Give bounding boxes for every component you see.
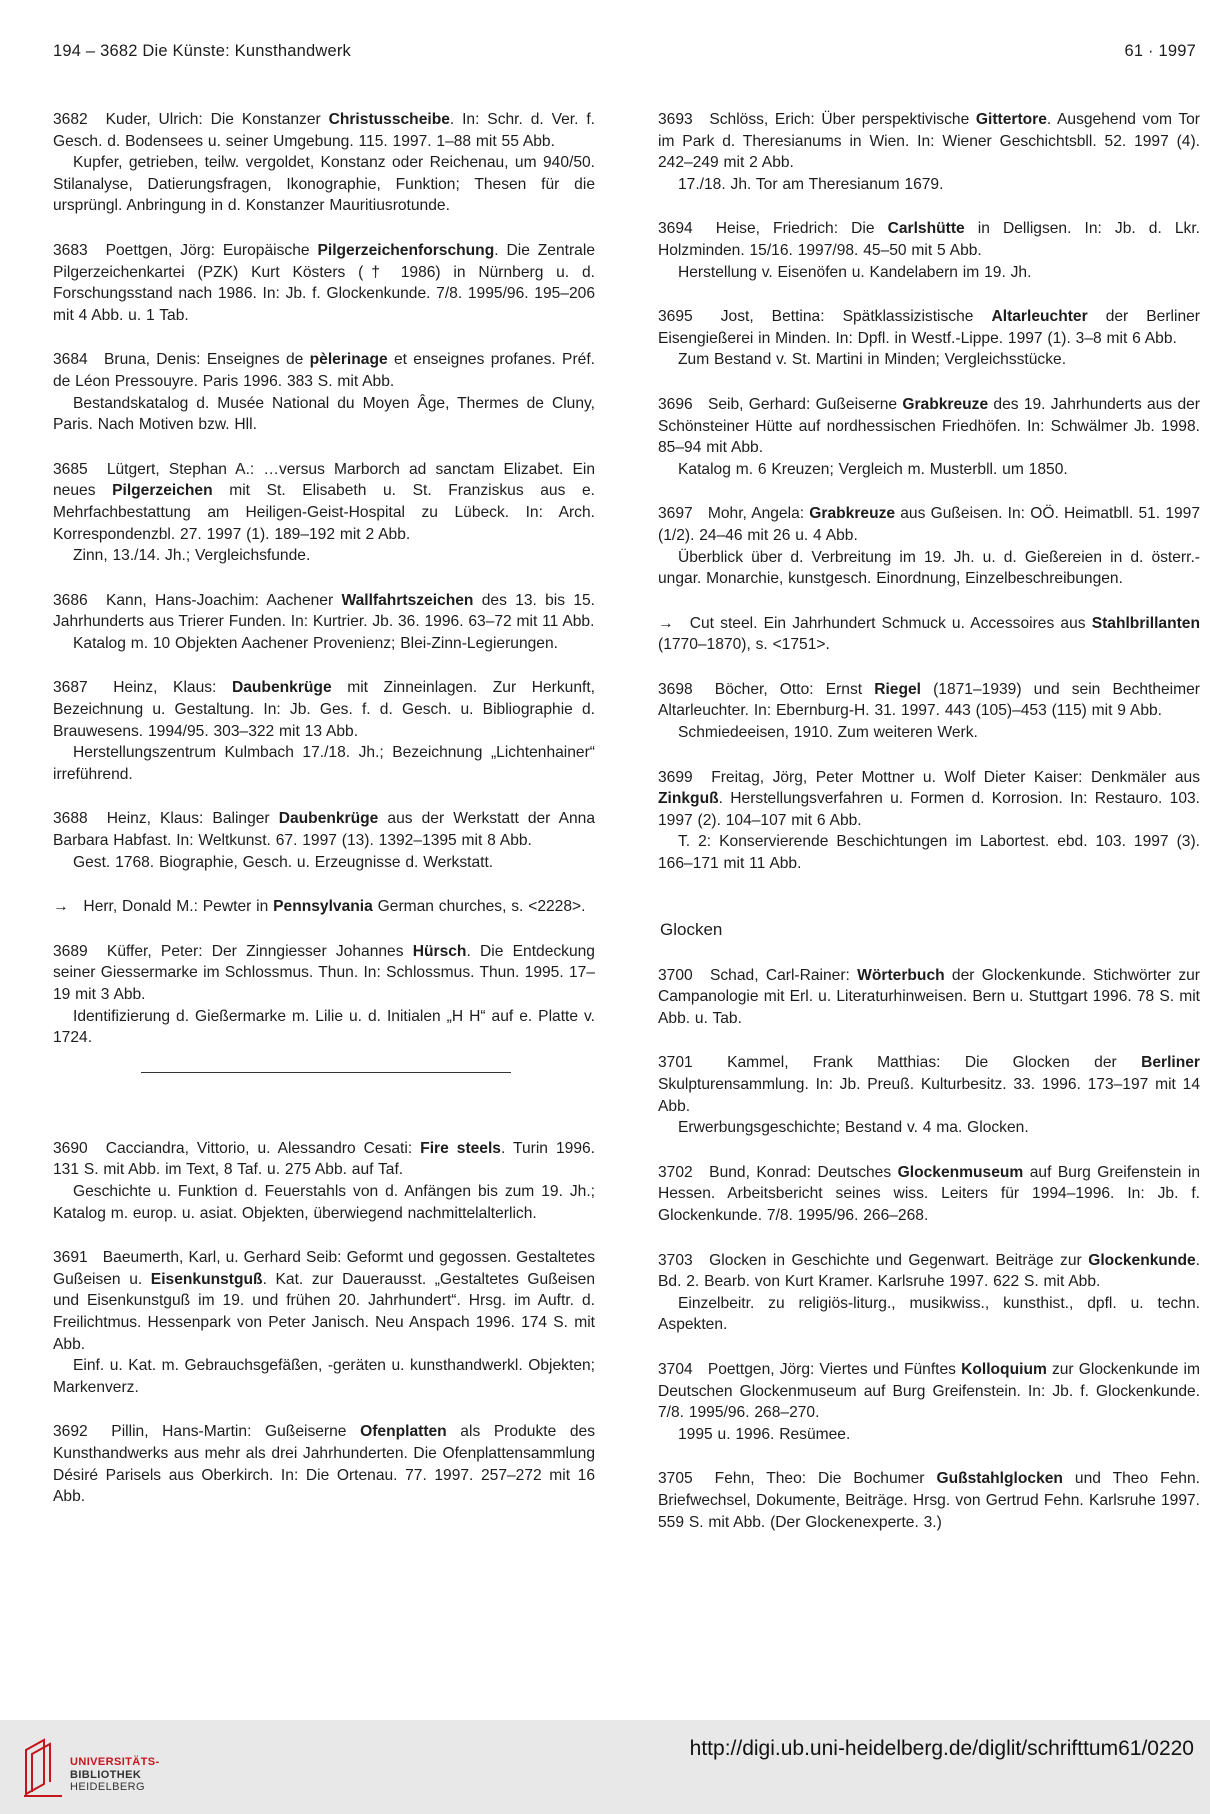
bibliography-entry <box>658 613 1200 656</box>
entry-citation <box>658 1052 1200 1117</box>
entry-number: → <box>658 614 674 632</box>
bibliography-entry <box>658 1468 1200 1533</box>
entry-annotation: Kupfer, getrieben, teilw. vergoldet, Konstanz oder Reichenau, um 940/50. Stilanalyse, Datierungsfragen, Ikonographie, Funktion; Thesen für die ursprüngl. Anbringung in d. Konstanzer Mauritiusrotunde. <box>53 154 595 215</box>
entry-keyword: Berliner <box>1141 1054 1200 1072</box>
entry-keyword: Stahlbrillanten <box>1091 614 1200 632</box>
entry-text: Kammel, Frank Matthias: Die Glocken der <box>702 1054 1142 1072</box>
entry-text: Jost, Bettina: Spätklassizistische <box>702 308 992 326</box>
bibliography-entry <box>658 1052 1200 1138</box>
entry-keyword: Grabkreuze <box>809 505 896 523</box>
entry-annotation: Einf. u. Kat. m. Gebrauchsgefäßen, -geräten u. kunsthandwerkl. Objekten; Markenverz. <box>53 1357 595 1396</box>
entry-keyword: pèlerinage <box>309 351 388 369</box>
entry-keyword: Daubenkrüge <box>231 679 332 697</box>
entry-number: 3699 <box>658 768 693 786</box>
entry-citation <box>658 767 1200 832</box>
entry-citation <box>658 394 1200 459</box>
entry-text: Heinz, Klaus: <box>97 679 232 697</box>
entry-annotation: Zinn, 13./14. Jh.; Vergleichsfunde. <box>73 547 311 565</box>
entry-keyword: Glockenkunde <box>1088 1251 1196 1269</box>
entry-citation <box>53 677 595 742</box>
entry-citation <box>658 1359 1200 1424</box>
entry-number: 3695 <box>658 308 693 326</box>
bibliography-entry <box>53 808 595 873</box>
bibliography-entry <box>53 240 595 326</box>
bibliography-entry <box>53 677 595 785</box>
entry-citation <box>658 679 1200 722</box>
entry-citation <box>658 1468 1200 1533</box>
entry-citation <box>53 808 595 851</box>
entry-citation <box>53 1138 595 1181</box>
entry-text: Schlöss, Erich: Über perspektivische <box>702 111 976 128</box>
entry-keyword: Wörterbuch <box>857 966 945 984</box>
entry-citation <box>658 965 1200 1030</box>
entry-annotation: Geschichte u. Funktion d. Feuerstahls von d. Anfängen bis zum 19. Jh.; Katalog m. europ. u. asiat. Objekten, überwiegend nachmittelalterlich. <box>53 1182 595 1222</box>
entry-text: Poettgen, Jörg: Europäische <box>97 241 318 259</box>
entry-text: Bruna, Denis: Enseignes de <box>97 351 310 369</box>
entry-annotation: 17./18. Jh. Tor am Theresianum 1679. <box>678 175 944 193</box>
entry-citation <box>53 896 595 918</box>
entry-annotation: 1995 u. 1996. Resümee. <box>678 1425 851 1443</box>
entry-keyword: Christusscheibe <box>328 111 450 128</box>
bibliography-entry <box>658 965 1200 1030</box>
entry-annotation: T. 2: Konservierende Beschichtungen im Labortest. ebd. 103. 1997 (3). 166–171 mit 11 Abb. <box>658 833 1200 873</box>
logo-line-2: BIBLIOTHEK <box>70 1768 142 1781</box>
entry-text: Baeumerth, Karl, u. Gerhard Seib: Geformt und gegossen. Gestaltetes Gußeisen u. <box>53 1249 595 1288</box>
entry-number: 3693 <box>658 111 693 128</box>
entry-text: Bund, Konrad: Deutsches <box>702 1163 898 1181</box>
entry-text: Poettgen, Jörg: Viertes und Fünftes <box>702 1360 962 1378</box>
library-logo-text[interactable] <box>70 1756 160 1794</box>
entry-number: 3704 <box>658 1360 693 1378</box>
entry-annotation: Zum Bestand v. St. Martini in Minden; Vergleichsstücke. <box>678 351 1067 369</box>
bibliography-entry <box>53 590 595 655</box>
entry-number: 3696 <box>658 395 693 413</box>
entry-text: Schad, Carl-Rainer: <box>702 966 858 984</box>
entry-text: Pillin, Hans-Martin: Gußeiserne <box>97 1423 361 1441</box>
entry-citation <box>658 306 1200 349</box>
entry-keyword: Zinkguß <box>658 790 719 808</box>
entry-keyword: Gittertore <box>975 111 1047 128</box>
entry-text: . Ausgehend vom Tor im Park d. Theresianums in Wien. In: Wiener Geschichtsbll. 52. 1997 (4). 242–249 mit 2 Abb. <box>658 111 1200 172</box>
entry-text: . Herstellungsverfahren u. Formen d. Korrosion. In: Restauro. 103. 1997 (2). 104–107 mit 6 Abb. <box>658 790 1200 829</box>
entry-number: 3690 <box>53 1139 88 1157</box>
entry-annotation: Bestandskatalog d. Musée National du Moyen Âge, Thermes de Cluny, Paris. Nach Motiven bzw. Hll. <box>53 394 595 434</box>
left-column <box>53 109 595 1531</box>
entry-keyword: Carlshütte <box>887 220 965 238</box>
entry-text: (1770–1870), s. <1751>. <box>658 636 830 654</box>
bibliography-entry <box>658 109 1200 195</box>
entry-citation <box>53 240 595 326</box>
entry-citation <box>658 218 1200 261</box>
entry-text: aus Gußeisen. In: OÖ. Heimatbll. 51. 1997 (1/2). 24–46 mit 26 u. 4 Abb. <box>658 505 1201 544</box>
entry-number: 3682 <box>53 111 88 128</box>
section-separator <box>141 1072 511 1073</box>
library-logo-icon[interactable] <box>22 1736 66 1798</box>
entry-citation <box>658 613 1200 656</box>
entry-text: Skulpturensammlung. In: Jb. Preuß. Kulturbesitz. 33. 1996. 173–197 mit 14 Abb. <box>658 1076 1200 1115</box>
entry-text: Cut steel. Ein Jahrhundert Schmuck u. Accessoires aus <box>683 614 1092 632</box>
entry-text: . Turin 1996. 131 S. mit Abb. im Text, 8 Taf. u. 275 Abb. auf Taf. <box>53 1139 595 1179</box>
entry-annotation: Herstellungszentrum Kulmbach 17./18. Jh.; Bezeichnung „Lichtenhainer“ irreführend. <box>53 744 595 783</box>
bibliography-entry <box>658 1162 1200 1227</box>
entry-number: 3683 <box>53 241 88 259</box>
entry-annotation: Einzelbeitr. zu religiös-liturg., musikwiss., kunsthist., dpfl. u. techn. Aspekten. <box>658 1294 1200 1334</box>
bibliography-entry <box>658 394 1200 480</box>
entry-keyword: Ofenplatten <box>360 1423 447 1441</box>
entry-citation <box>658 109 1200 174</box>
bibliography-entry <box>658 503 1200 589</box>
entry-text: Heinz, Klaus: Balinger <box>97 810 279 828</box>
entry-number: 3688 <box>53 810 88 828</box>
entry-number: 3685 <box>53 460 88 478</box>
entry-text: Fehn, Theo: Die Bochumer <box>702 1470 937 1488</box>
entry-text: Küffer, Peter: Der Zinngiesser Johannes <box>97 942 413 960</box>
entry-text: Heise, Friedrich: Die <box>702 220 888 238</box>
entry-text: Kuder, Ulrich: Die Konstanzer <box>97 111 329 128</box>
entry-keyword: Grabkreuze <box>902 395 989 413</box>
entry-annotation: Schmiedeeisen, 1910. Zum weiteren Werk. <box>678 724 978 742</box>
entry-number: 3694 <box>658 220 693 238</box>
entry-text: Cacciandra, Vittorio, u. Alessandro Cesati: <box>97 1139 421 1157</box>
bibliography-entry <box>658 1250 1200 1336</box>
entry-keyword: Hürsch <box>412 942 467 960</box>
entry-citation <box>53 109 595 152</box>
entry-text: als Produkte des Kunsthandwerks aus mehr als drei Jahrhunderten. Die Ofenplattensammlung Désiré Parisels aus Oberkirch. In: Die Ortenau. 77. 1997. 257–272 mit 16 Abb. <box>53 1423 595 1506</box>
entry-text: des 13. bis 15. Jahrhunderts aus Trierer Funden. In: Kurtrier. Jb. 36. 1996. 63–72 mit 11 Abb. <box>53 591 595 631</box>
entry-text: (1871–1939) und sein Bechtheimer Altarleuchter. In: Ebernburg-H. 31. 1997. 443 (105)–453 (115) mit 9 Abb. <box>658 680 1200 720</box>
entry-text: der Berliner Eisengießerei in Minden. In: Dpfl. in Westf.-Lippe. 1997 (1). 3–8 mit 6 Abb. <box>658 308 1200 347</box>
entry-number: 3700 <box>658 966 693 984</box>
entry-text: Böcher, Otto: Ernst <box>702 680 875 698</box>
running-head-left: 194 – 3682 Die Künste: Kunsthandwerk <box>53 42 351 60</box>
entry-number: 3684 <box>53 351 88 369</box>
entry-text: . Bd. 2. Bearb. von Kurt Kramer. Karlsruhe 1997. 622 S. mit Abb. <box>658 1251 1200 1291</box>
entry-number: 3702 <box>658 1163 693 1181</box>
entry-text: Freitag, Jörg, Peter Mottner u. Wolf Dieter Kaiser: Denkmäler aus <box>702 768 1200 786</box>
entry-keyword: Gußstahlglocken <box>936 1470 1063 1488</box>
running-head-right: 61 · 1997 <box>1124 42 1196 60</box>
entry-annotation: Überblick über d. Verbreitung im 19. Jh. u. d. Gießereien in d. österr.-ungar. Monarchie, kunstgesch. Einordnung, Einzelbeschreibungen. <box>658 548 1200 588</box>
entry-number: 3686 <box>53 591 88 609</box>
entry-citation <box>658 503 1200 546</box>
entry-text: . Kat. zur Dauerausst. „Gestaltetes Gußeisen und Eisenkunstguß im 19. und frühen 20. Jahrhundert“. Hrsg. im Auftr. d. Freilichtmus. Hessenpark von Peter Janisch. Neu Anspach 1996. 174 S. mit Abb. <box>53 1270 595 1353</box>
entry-keyword: Pilgerzeichen <box>112 482 213 500</box>
entry-number: 3697 <box>658 505 693 523</box>
entry-text: Seib, Gerhard: Gußeiserne <box>702 395 903 413</box>
entry-number: → <box>53 898 69 916</box>
entry-keyword: Altarleuchter <box>991 308 1088 326</box>
entry-text: . In: Schr. d. Ver. f. Gesch. d. Bodensees u. seiner Umgebung. 115. 1997. 1–88 mit 55 Abb. <box>53 111 595 150</box>
entry-number: 3687 <box>53 679 88 697</box>
entry-annotation: Herstellung v. Eisenöfen u. Kandelabern im 19. Jh. <box>678 263 1032 281</box>
entry-text: . Die Entdeckung seiner Giessermarke im Schlossmus. Thun. In: Schlossmus. Thun. 1995. 17–19 mit 3 Abb. <box>53 942 595 1003</box>
entry-annotation: Katalog m. 6 Kreuzen; Vergleich m. Musterbll. um 1850. <box>678 460 1068 478</box>
entry-citation <box>658 1162 1200 1227</box>
entry-annotation: Gest. 1768. Biographie, Gesch. u. Erzeugnisse d. Werkstatt. <box>73 853 494 871</box>
entry-annotation: Erwerbungsgeschichte; Bestand v. 4 ma. Glocken. <box>678 1119 1029 1137</box>
entry-text: Kann, Hans-Joachim: Aachener <box>97 591 342 609</box>
entry-keyword: Eisenkunstguß <box>150 1270 263 1288</box>
bibliography-entry <box>53 1247 595 1398</box>
entry-text: auf Burg Greifenstein in Hessen. Arbeitsbericht seines wiss. Leiters für 1994–1996. In: Jb. f. Glockenkunde. 7/8. 1995/96. 266–268. <box>658 1163 1200 1224</box>
entry-keyword: Pennsylvania <box>273 898 373 916</box>
entry-citation <box>53 349 595 392</box>
entry-number: 3691 <box>53 1249 88 1267</box>
bibliography-entry <box>658 218 1200 283</box>
entry-text: Mohr, Angela: <box>702 505 810 523</box>
entry-number: 3703 <box>658 1251 693 1269</box>
entry-text: und Theo Fehn. Briefwechsel, Dokumente, Beiträge. Hrsg. von Gertrud Fehn. Karlsruhe 1997. 559 S. mit Abb. (Der Glockenexperte. 3.) <box>658 1470 1200 1531</box>
entry-keyword: Glockenmuseum <box>897 1163 1024 1181</box>
entry-citation <box>53 590 595 633</box>
entry-text: in Delligsen. In: Jb. d. Lkr. Holzminden. 15/16. 1997/98. 45–50 mit 5 Abb. <box>658 220 1200 259</box>
entry-text: . Die Zentrale Pilgerzeichenkartei (PZK) Kurt Kösters († 1986) in Nürnberg u. d. Forschungsstand nach 1986. In: Jb. f. Glockenkunde. 7/8. 1995/96. 195–206 mit 4 Abb. u. 1 Tab. <box>53 241 595 324</box>
entry-number: 3689 <box>53 942 88 960</box>
entry-annotation: Katalog m. 10 Objekten Aachener Provenienz; Blei-Zinn-Legierungen. <box>73 634 558 652</box>
entry-text: Lütgert, Stephan A.: …versus Marborch ad sanctam Elizabet. Ein neues <box>53 460 595 500</box>
bibliography-entry <box>658 679 1200 744</box>
entry-citation <box>658 1250 1200 1293</box>
entry-text: mit St. Elisabeth u. St. Franziskus aus e. Mehrfachbestattung am Heiligen-Geist-Hospital zu Lübeck. In: Arch. Korrespondenzbl. 27. 1997 (1). 189–192 mit 2 Abb. <box>53 482 595 543</box>
entry-keyword: Kolloquium <box>961 1360 1047 1378</box>
entry-number: 3701 <box>658 1054 693 1072</box>
entry-text: Glocken in Geschichte und Gegenwart. Beiträge zur <box>702 1251 1089 1269</box>
entry-keyword: Fire steels <box>420 1139 501 1157</box>
entry-citation <box>53 1421 595 1507</box>
entry-text: et enseignes profanes. Préf. de Léon Pressouyre. Paris 1996. 383 S. mit Abb. <box>53 351 595 390</box>
bibliography-entry <box>658 767 1200 875</box>
right-column <box>658 109 1200 1556</box>
entry-citation <box>53 459 595 545</box>
entry-text: aus der Werkstatt der Anna Barbara Habfast. In: Weltkunst. 67. 1997 (13). 1392–1395 mit 8 Abb. <box>53 810 595 850</box>
logo-line-1: UNIVERSITÄTS- <box>70 1756 160 1768</box>
logo-line-3: HEIDELBERG <box>70 1781 145 1793</box>
entry-text: des 19. Jahrhunderts aus der Schönsteiner Hütte auf nordhessischen Friedhöfen. In: Schwälmer Jb. 1998. 85–94 mit Abb. <box>658 395 1200 457</box>
bibliography-entry <box>53 1138 595 1224</box>
entry-keyword: Wallfahrtszeichen <box>341 591 474 609</box>
bibliography-entry <box>658 1359 1200 1445</box>
bibliography-entry <box>658 306 1200 371</box>
bibliography-entry <box>53 896 595 918</box>
entry-annotation: Identifizierung d. Gießermarke m. Lilie u. d. Initialen „H H“ auf e. Platte v. 1724. <box>53 1007 595 1047</box>
source-url-link[interactable]: http://digi.ub.uni-heidelberg.de/diglit/schrifttum61/0220 <box>689 1737 1194 1760</box>
entry-number: 3692 <box>53 1423 88 1441</box>
footer-bar <box>0 1720 1210 1814</box>
bibliography-entry <box>53 941 595 1049</box>
bibliography-entry <box>53 109 595 217</box>
entry-text: der Glockenkunde. Stichwörter zur Campanologie mit Erl. u. Literaturhinweisen. Bern u. Stuttgart 1996. 78 S. mit Abb. u. Tab. <box>658 966 1200 1027</box>
entry-keyword: Daubenkrüge <box>278 810 379 828</box>
entry-number: 3705 <box>658 1470 693 1488</box>
entry-keyword: Riegel <box>874 680 921 698</box>
entry-text: mit Zinneinlagen. Zur Herkunft, Bezeichnung u. Gestaltung. In: Jb. Ges. f. d. Gesch. u. Bibliographie d. Brauwesens. 1994/95. 303–322 mit 13 Abb. <box>53 679 595 740</box>
section-heading-glocken: Glocken <box>660 919 723 939</box>
bibliography-entry <box>53 459 595 567</box>
entry-text: Herr, Donald M.: Pewter in <box>78 898 274 916</box>
entry-citation <box>53 1247 595 1355</box>
bibliography-entry <box>53 1421 595 1507</box>
entry-number: 3698 <box>658 680 693 698</box>
bibliography-entry <box>53 349 595 435</box>
entry-text: German churches, s. <2228>. <box>372 898 586 916</box>
entry-text: zur Glockenkunde im Deutschen Glockenmuseum auf Burg Greifenstein. In: Jb. f. Glockenkunde. 7/8. 1995/96. 268–270. <box>658 1360 1200 1422</box>
entry-keyword: Pilgerzeichenforschung <box>317 241 495 259</box>
entry-citation <box>53 941 595 1006</box>
